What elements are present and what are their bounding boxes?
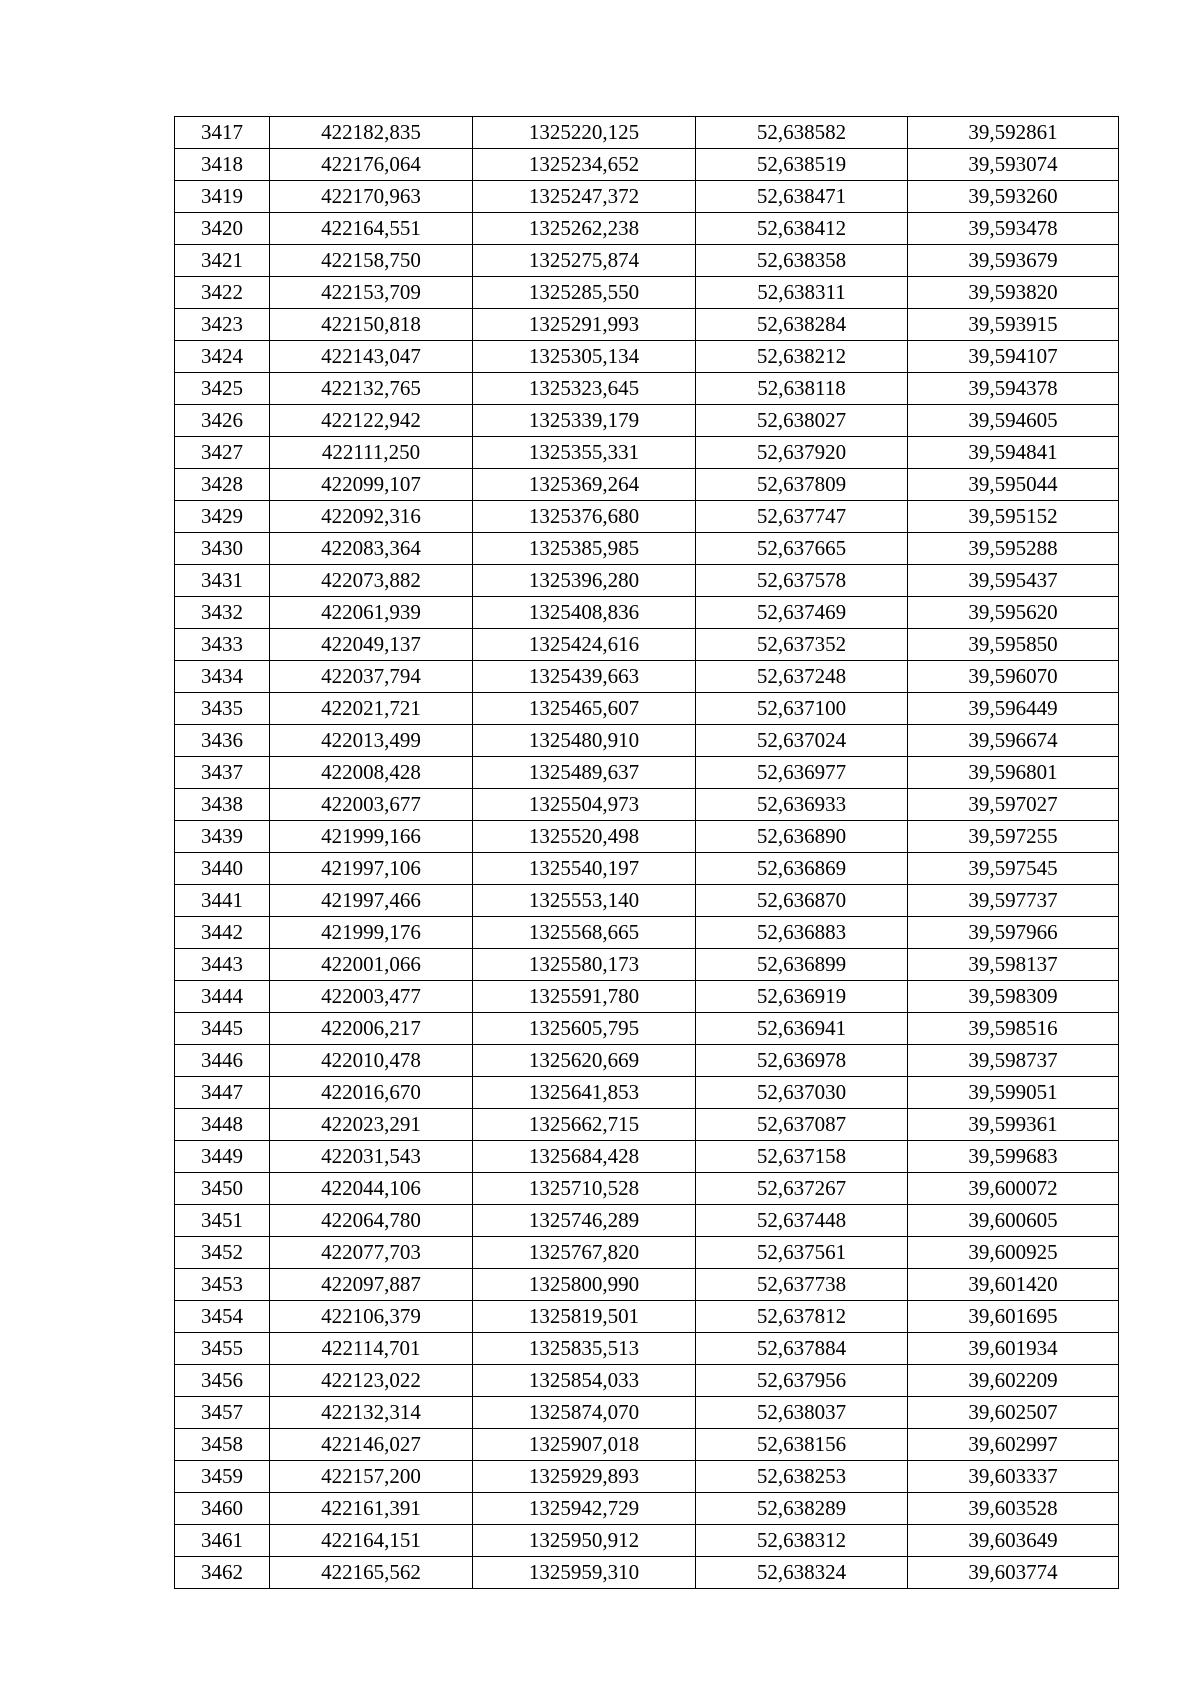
latitude-cell: 52,638253	[696, 1461, 908, 1493]
point-number-cell: 3457	[175, 1397, 270, 1429]
y-coordinate-cell: 1325262,238	[473, 213, 696, 245]
x-coordinate-cell: 422132,765	[270, 373, 473, 405]
latitude-cell: 52,638312	[696, 1525, 908, 1557]
table-row	[175, 725, 1119, 757]
longitude-cell: 39,596070	[908, 661, 1119, 693]
point-number-cell: 3447	[175, 1077, 270, 1109]
table-row	[175, 1429, 1119, 1461]
latitude-cell: 52,637809	[696, 469, 908, 501]
latitude-cell: 52,637578	[696, 565, 908, 597]
x-coordinate-cell: 422003,677	[270, 789, 473, 821]
table-row	[175, 1269, 1119, 1301]
table-row	[175, 1301, 1119, 1333]
x-coordinate-cell: 422010,478	[270, 1045, 473, 1077]
latitude-cell: 52,638027	[696, 405, 908, 437]
point-number-cell: 3431	[175, 565, 270, 597]
y-coordinate-cell: 1325489,637	[473, 757, 696, 789]
table-row	[175, 1333, 1119, 1365]
x-coordinate-cell: 422146,027	[270, 1429, 473, 1461]
table-row	[175, 149, 1119, 181]
x-coordinate-cell: 422097,887	[270, 1269, 473, 1301]
x-coordinate-cell: 422061,939	[270, 597, 473, 629]
table-row	[175, 853, 1119, 885]
point-number-cell: 3438	[175, 789, 270, 821]
longitude-cell: 39,599051	[908, 1077, 1119, 1109]
table-row	[175, 1237, 1119, 1269]
latitude-cell: 52,637100	[696, 693, 908, 725]
x-coordinate-cell: 422164,151	[270, 1525, 473, 1557]
y-coordinate-cell: 1325234,652	[473, 149, 696, 181]
latitude-cell: 52,638358	[696, 245, 908, 277]
point-number-cell: 3436	[175, 725, 270, 757]
longitude-cell: 39,595437	[908, 565, 1119, 597]
y-coordinate-cell: 1325275,874	[473, 245, 696, 277]
point-number-cell: 3451	[175, 1205, 270, 1237]
y-coordinate-cell: 1325591,780	[473, 981, 696, 1013]
latitude-cell: 52,637561	[696, 1237, 908, 1269]
y-coordinate-cell: 1325408,836	[473, 597, 696, 629]
table-row	[175, 277, 1119, 309]
table-row	[175, 1493, 1119, 1525]
table-row	[175, 1013, 1119, 1045]
point-number-cell: 3450	[175, 1173, 270, 1205]
y-coordinate-cell: 1325220,125	[473, 117, 696, 149]
table-row	[175, 981, 1119, 1013]
table-row	[175, 213, 1119, 245]
longitude-cell: 39,597255	[908, 821, 1119, 853]
x-coordinate-cell: 422016,670	[270, 1077, 473, 1109]
y-coordinate-cell: 1325907,018	[473, 1429, 696, 1461]
latitude-cell: 52,637448	[696, 1205, 908, 1237]
table-row	[175, 949, 1119, 981]
point-number-cell: 3418	[175, 149, 270, 181]
longitude-cell: 39,601695	[908, 1301, 1119, 1333]
x-coordinate-cell: 422132,314	[270, 1397, 473, 1429]
y-coordinate-cell: 1325767,820	[473, 1237, 696, 1269]
y-coordinate-cell: 1325339,179	[473, 405, 696, 437]
x-coordinate-cell: 422143,047	[270, 341, 473, 373]
latitude-cell: 52,638412	[696, 213, 908, 245]
table-row	[175, 245, 1119, 277]
point-number-cell: 3425	[175, 373, 270, 405]
point-number-cell: 3421	[175, 245, 270, 277]
x-coordinate-cell: 422031,543	[270, 1141, 473, 1173]
y-coordinate-cell: 1325662,715	[473, 1109, 696, 1141]
x-coordinate-cell: 422006,217	[270, 1013, 473, 1045]
table-row	[175, 821, 1119, 853]
x-coordinate-cell: 422064,780	[270, 1205, 473, 1237]
latitude-cell: 52,638519	[696, 149, 908, 181]
point-number-cell: 3460	[175, 1493, 270, 1525]
latitude-cell: 52,637747	[696, 501, 908, 533]
table-row	[175, 1365, 1119, 1397]
latitude-cell: 52,636978	[696, 1045, 908, 1077]
x-coordinate-cell: 422013,499	[270, 725, 473, 757]
y-coordinate-cell: 1325285,550	[473, 277, 696, 309]
latitude-cell: 52,636919	[696, 981, 908, 1013]
point-number-cell: 3446	[175, 1045, 270, 1077]
y-coordinate-cell: 1325800,990	[473, 1269, 696, 1301]
y-coordinate-cell: 1325520,498	[473, 821, 696, 853]
table-row	[175, 469, 1119, 501]
y-coordinate-cell: 1325874,070	[473, 1397, 696, 1429]
longitude-cell: 39,594605	[908, 405, 1119, 437]
y-coordinate-cell: 1325950,912	[473, 1525, 696, 1557]
point-number-cell: 3427	[175, 437, 270, 469]
table-row	[175, 629, 1119, 661]
latitude-cell: 52,637665	[696, 533, 908, 565]
point-number-cell: 3423	[175, 309, 270, 341]
x-coordinate-cell: 422161,391	[270, 1493, 473, 1525]
table-row	[175, 437, 1119, 469]
latitude-cell: 52,638212	[696, 341, 908, 373]
x-coordinate-cell: 422165,562	[270, 1557, 473, 1589]
longitude-cell: 39,594107	[908, 341, 1119, 373]
coordinates-table	[174, 116, 1119, 1589]
latitude-cell: 52,636899	[696, 949, 908, 981]
table-row	[175, 373, 1119, 405]
y-coordinate-cell: 1325376,680	[473, 501, 696, 533]
point-number-cell: 3439	[175, 821, 270, 853]
longitude-cell: 39,599683	[908, 1141, 1119, 1173]
x-coordinate-cell: 422158,750	[270, 245, 473, 277]
point-number-cell: 3444	[175, 981, 270, 1013]
longitude-cell: 39,593679	[908, 245, 1119, 277]
point-number-cell: 3429	[175, 501, 270, 533]
latitude-cell: 52,637248	[696, 661, 908, 693]
x-coordinate-cell: 421999,166	[270, 821, 473, 853]
x-coordinate-cell: 422092,316	[270, 501, 473, 533]
longitude-cell: 39,597027	[908, 789, 1119, 821]
point-number-cell: 3426	[175, 405, 270, 437]
point-number-cell: 3422	[175, 277, 270, 309]
longitude-cell: 39,602507	[908, 1397, 1119, 1429]
point-number-cell: 3448	[175, 1109, 270, 1141]
latitude-cell: 52,637352	[696, 629, 908, 661]
longitude-cell: 39,595620	[908, 597, 1119, 629]
table-row	[175, 405, 1119, 437]
point-number-cell: 3442	[175, 917, 270, 949]
longitude-cell: 39,596449	[908, 693, 1119, 725]
x-coordinate-cell: 422001,066	[270, 949, 473, 981]
latitude-cell: 52,637812	[696, 1301, 908, 1333]
y-coordinate-cell: 1325684,428	[473, 1141, 696, 1173]
longitude-cell: 39,595288	[908, 533, 1119, 565]
longitude-cell: 39,597737	[908, 885, 1119, 917]
point-number-cell: 3420	[175, 213, 270, 245]
longitude-cell: 39,603774	[908, 1557, 1119, 1589]
x-coordinate-cell: 422157,200	[270, 1461, 473, 1493]
longitude-cell: 39,597966	[908, 917, 1119, 949]
y-coordinate-cell: 1325480,910	[473, 725, 696, 757]
table-row	[175, 1397, 1119, 1429]
point-number-cell: 3443	[175, 949, 270, 981]
latitude-cell: 52,636933	[696, 789, 908, 821]
x-coordinate-cell: 422008,428	[270, 757, 473, 789]
x-coordinate-cell: 422073,882	[270, 565, 473, 597]
longitude-cell: 39,593820	[908, 277, 1119, 309]
latitude-cell: 52,638289	[696, 1493, 908, 1525]
longitude-cell: 39,601420	[908, 1269, 1119, 1301]
x-coordinate-cell: 421997,466	[270, 885, 473, 917]
longitude-cell: 39,600925	[908, 1237, 1119, 1269]
y-coordinate-cell: 1325291,993	[473, 309, 696, 341]
table-row	[175, 1077, 1119, 1109]
point-number-cell: 3449	[175, 1141, 270, 1173]
longitude-cell: 39,600605	[908, 1205, 1119, 1237]
x-coordinate-cell: 422106,379	[270, 1301, 473, 1333]
y-coordinate-cell: 1325929,893	[473, 1461, 696, 1493]
longitude-cell: 39,596801	[908, 757, 1119, 789]
latitude-cell: 52,637024	[696, 725, 908, 757]
table-row	[175, 501, 1119, 533]
table-row	[175, 693, 1119, 725]
point-number-cell: 3437	[175, 757, 270, 789]
point-number-cell: 3456	[175, 1365, 270, 1397]
y-coordinate-cell: 1325540,197	[473, 853, 696, 885]
table-row	[175, 885, 1119, 917]
point-number-cell: 3433	[175, 629, 270, 661]
x-coordinate-cell: 422176,064	[270, 149, 473, 181]
table-row	[175, 1461, 1119, 1493]
y-coordinate-cell: 1325620,669	[473, 1045, 696, 1077]
x-coordinate-cell: 422099,107	[270, 469, 473, 501]
y-coordinate-cell: 1325385,985	[473, 533, 696, 565]
table-row	[175, 1045, 1119, 1077]
coordinates-table-body	[175, 117, 1119, 1589]
x-coordinate-cell: 422044,106	[270, 1173, 473, 1205]
x-coordinate-cell: 422021,721	[270, 693, 473, 725]
x-coordinate-cell: 422114,701	[270, 1333, 473, 1365]
y-coordinate-cell: 1325835,513	[473, 1333, 696, 1365]
longitude-cell: 39,595152	[908, 501, 1119, 533]
point-number-cell: 3428	[175, 469, 270, 501]
longitude-cell: 39,603337	[908, 1461, 1119, 1493]
y-coordinate-cell: 1325247,372	[473, 181, 696, 213]
x-coordinate-cell: 422003,477	[270, 981, 473, 1013]
latitude-cell: 52,638311	[696, 277, 908, 309]
x-coordinate-cell: 422077,703	[270, 1237, 473, 1269]
y-coordinate-cell: 1325819,501	[473, 1301, 696, 1333]
longitude-cell: 39,599361	[908, 1109, 1119, 1141]
x-coordinate-cell: 421997,106	[270, 853, 473, 885]
longitude-cell: 39,596674	[908, 725, 1119, 757]
latitude-cell: 52,637956	[696, 1365, 908, 1397]
longitude-cell: 39,598516	[908, 1013, 1119, 1045]
y-coordinate-cell: 1325959,310	[473, 1557, 696, 1589]
latitude-cell: 52,637267	[696, 1173, 908, 1205]
latitude-cell: 52,638324	[696, 1557, 908, 1589]
latitude-cell: 52,637920	[696, 437, 908, 469]
longitude-cell: 39,602997	[908, 1429, 1119, 1461]
table-row	[175, 1525, 1119, 1557]
longitude-cell: 39,593478	[908, 213, 1119, 245]
y-coordinate-cell: 1325641,853	[473, 1077, 696, 1109]
y-coordinate-cell: 1325305,134	[473, 341, 696, 373]
latitude-cell: 52,637469	[696, 597, 908, 629]
longitude-cell: 39,592861	[908, 117, 1119, 149]
point-number-cell: 3441	[175, 885, 270, 917]
point-number-cell: 3455	[175, 1333, 270, 1365]
table-row	[175, 789, 1119, 821]
longitude-cell: 39,594378	[908, 373, 1119, 405]
table-row	[175, 1205, 1119, 1237]
y-coordinate-cell: 1325710,528	[473, 1173, 696, 1205]
longitude-cell: 39,602209	[908, 1365, 1119, 1397]
longitude-cell: 39,593915	[908, 309, 1119, 341]
x-coordinate-cell: 422150,818	[270, 309, 473, 341]
table-row	[175, 565, 1119, 597]
point-number-cell: 3453	[175, 1269, 270, 1301]
longitude-cell: 39,597545	[908, 853, 1119, 885]
x-coordinate-cell: 422023,291	[270, 1109, 473, 1141]
latitude-cell: 52,636883	[696, 917, 908, 949]
longitude-cell: 39,603528	[908, 1493, 1119, 1525]
x-coordinate-cell: 422164,551	[270, 213, 473, 245]
point-number-cell: 3432	[175, 597, 270, 629]
y-coordinate-cell: 1325369,264	[473, 469, 696, 501]
longitude-cell: 39,600072	[908, 1173, 1119, 1205]
point-number-cell: 3424	[175, 341, 270, 373]
latitude-cell: 52,636941	[696, 1013, 908, 1045]
point-number-cell: 3459	[175, 1461, 270, 1493]
table-row	[175, 341, 1119, 373]
x-coordinate-cell: 422170,963	[270, 181, 473, 213]
latitude-cell: 52,637738	[696, 1269, 908, 1301]
point-number-cell: 3430	[175, 533, 270, 565]
x-coordinate-cell: 422182,835	[270, 117, 473, 149]
latitude-cell: 52,638156	[696, 1429, 908, 1461]
longitude-cell: 39,595850	[908, 629, 1119, 661]
longitude-cell: 39,593074	[908, 149, 1119, 181]
table-row	[175, 1557, 1119, 1589]
longitude-cell: 39,601934	[908, 1333, 1119, 1365]
latitude-cell: 52,637884	[696, 1333, 908, 1365]
point-number-cell: 3458	[175, 1429, 270, 1461]
longitude-cell: 39,594841	[908, 437, 1119, 469]
y-coordinate-cell: 1325568,665	[473, 917, 696, 949]
table-row	[175, 1141, 1119, 1173]
table-row	[175, 597, 1119, 629]
table-row	[175, 661, 1119, 693]
longitude-cell: 39,598309	[908, 981, 1119, 1013]
y-coordinate-cell: 1325605,795	[473, 1013, 696, 1045]
latitude-cell: 52,636977	[696, 757, 908, 789]
point-number-cell: 3461	[175, 1525, 270, 1557]
point-number-cell: 3419	[175, 181, 270, 213]
table-row	[175, 117, 1119, 149]
x-coordinate-cell: 422153,709	[270, 277, 473, 309]
x-coordinate-cell: 422083,364	[270, 533, 473, 565]
x-coordinate-cell: 422037,794	[270, 661, 473, 693]
latitude-cell: 52,637087	[696, 1109, 908, 1141]
y-coordinate-cell: 1325854,033	[473, 1365, 696, 1397]
x-coordinate-cell: 421999,176	[270, 917, 473, 949]
table-row	[175, 533, 1119, 565]
table-row	[175, 917, 1119, 949]
y-coordinate-cell: 1325465,607	[473, 693, 696, 725]
point-number-cell: 3435	[175, 693, 270, 725]
latitude-cell: 52,637158	[696, 1141, 908, 1173]
latitude-cell: 52,638118	[696, 373, 908, 405]
table-row	[175, 757, 1119, 789]
x-coordinate-cell: 422122,942	[270, 405, 473, 437]
y-coordinate-cell: 1325355,331	[473, 437, 696, 469]
point-number-cell: 3445	[175, 1013, 270, 1045]
latitude-cell: 52,636870	[696, 885, 908, 917]
x-coordinate-cell: 422111,250	[270, 437, 473, 469]
y-coordinate-cell: 1325504,973	[473, 789, 696, 821]
point-number-cell: 3434	[175, 661, 270, 693]
table-row	[175, 1173, 1119, 1205]
y-coordinate-cell: 1325396,280	[473, 565, 696, 597]
latitude-cell: 52,638471	[696, 181, 908, 213]
latitude-cell: 52,638284	[696, 309, 908, 341]
point-number-cell: 3440	[175, 853, 270, 885]
table-row	[175, 1109, 1119, 1141]
longitude-cell: 39,593260	[908, 181, 1119, 213]
point-number-cell: 3452	[175, 1237, 270, 1269]
y-coordinate-cell: 1325553,140	[473, 885, 696, 917]
y-coordinate-cell: 1325942,729	[473, 1493, 696, 1525]
y-coordinate-cell: 1325580,173	[473, 949, 696, 981]
longitude-cell: 39,598737	[908, 1045, 1119, 1077]
y-coordinate-cell: 1325746,289	[473, 1205, 696, 1237]
latitude-cell: 52,636869	[696, 853, 908, 885]
point-number-cell: 3454	[175, 1301, 270, 1333]
latitude-cell: 52,637030	[696, 1077, 908, 1109]
x-coordinate-cell: 422123,022	[270, 1365, 473, 1397]
latitude-cell: 52,638037	[696, 1397, 908, 1429]
table-row	[175, 181, 1119, 213]
y-coordinate-cell: 1325439,663	[473, 661, 696, 693]
point-number-cell: 3417	[175, 117, 270, 149]
longitude-cell: 39,603649	[908, 1525, 1119, 1557]
y-coordinate-cell: 1325323,645	[473, 373, 696, 405]
longitude-cell: 39,598137	[908, 949, 1119, 981]
table-row	[175, 309, 1119, 341]
point-number-cell: 3462	[175, 1557, 270, 1589]
latitude-cell: 52,638582	[696, 117, 908, 149]
longitude-cell: 39,595044	[908, 469, 1119, 501]
y-coordinate-cell: 1325424,616	[473, 629, 696, 661]
latitude-cell: 52,636890	[696, 821, 908, 853]
x-coordinate-cell: 422049,137	[270, 629, 473, 661]
